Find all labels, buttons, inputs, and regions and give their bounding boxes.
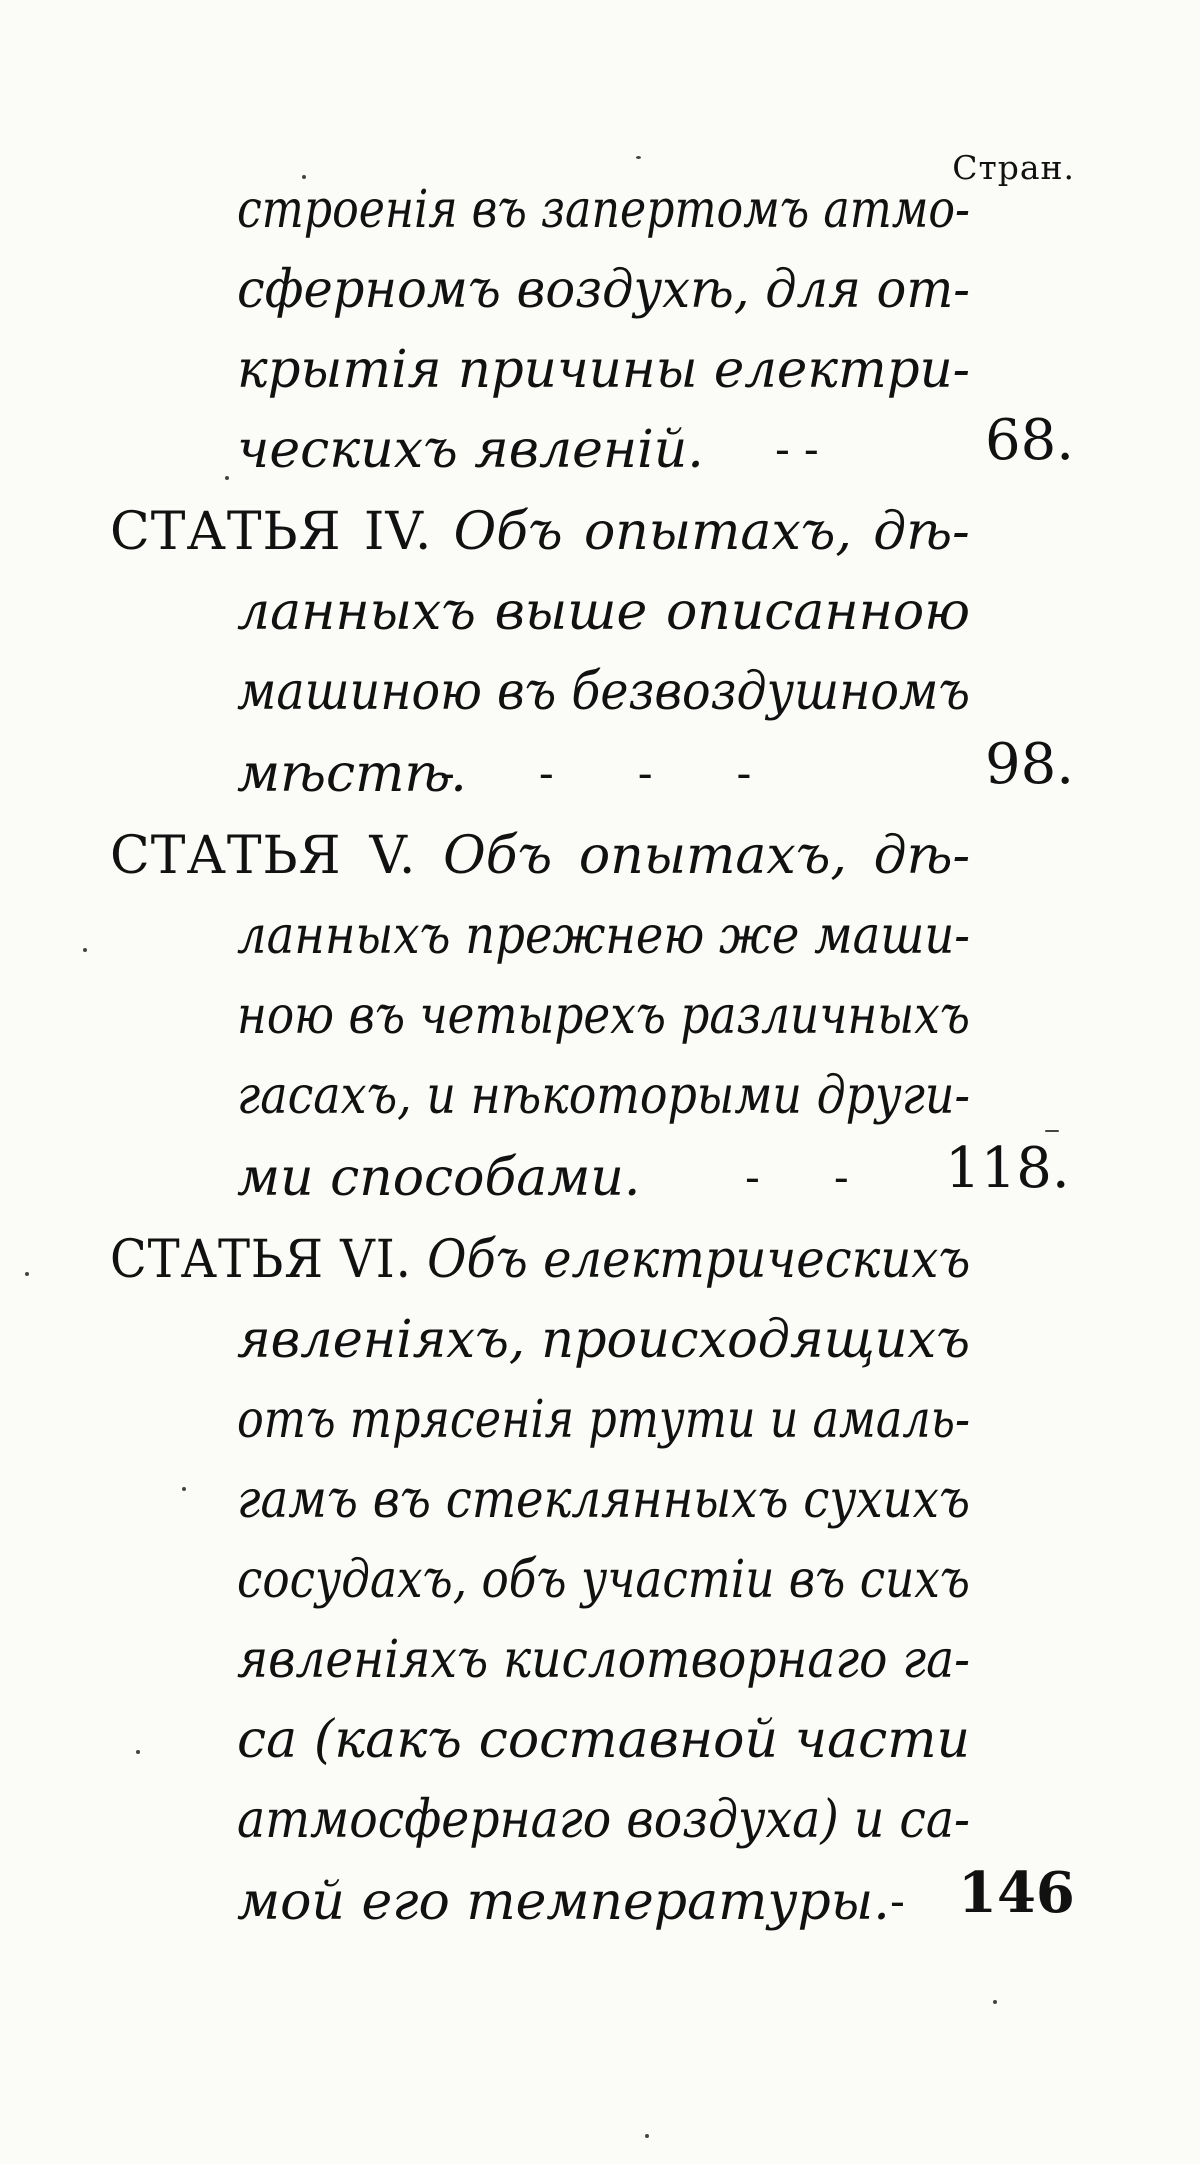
- toc-line: ланныхъ выше описанною: [237, 582, 970, 642]
- page-column-header: Стран.: [952, 148, 1075, 187]
- paper-speck: [302, 175, 306, 179]
- toc-line: Объ опытахъ, дѣ-: [443, 826, 971, 886]
- page-number: 146: [958, 1860, 1075, 1926]
- toc-line: гамъ въ стеклянныхъ сухихъ: [237, 1470, 970, 1530]
- dot-leaders: - -: [775, 424, 819, 475]
- paper-speck: [25, 1272, 29, 1276]
- paper-speck: [636, 156, 641, 159]
- toc-line: отъ трясенія ртути и амаль-: [237, 1390, 970, 1450]
- toc-line: ною въ четырехъ различныхъ: [237, 986, 970, 1046]
- toc-line: сосудахъ, объ участіи въ сихъ: [237, 1550, 970, 1610]
- article-label: СТАТЬЯ VI.: [110, 1230, 412, 1290]
- article-label: СТАТЬЯ IV.: [110, 502, 433, 562]
- toc-line: строенія въ запертомъ атмо-: [237, 180, 970, 240]
- paper-speck: [136, 1750, 140, 1754]
- toc-line: са (какъ составной части: [237, 1710, 970, 1770]
- toc-line: Объ електрическихъ: [427, 1230, 971, 1290]
- toc-entry-heading: [110, 824, 970, 888]
- paper-speck: [182, 1487, 186, 1491]
- toc-line: ческихъ явленій.: [237, 420, 704, 480]
- dot-leaders: -: [890, 1876, 905, 1927]
- paper-speck: [83, 948, 87, 952]
- toc-line: гасахъ, и нѣкоторыми други-: [237, 1066, 970, 1126]
- toc-entry-heading: [110, 1228, 970, 1292]
- toc-line: явленіяхъ, происходящихъ: [237, 1310, 970, 1370]
- toc-line: ми способами.: [237, 1148, 641, 1208]
- toc-line: крытія причины електри-: [237, 340, 970, 400]
- toc-line: явленіяхъ кислотворнаго га-: [237, 1630, 970, 1690]
- toc-entry-heading: [110, 500, 970, 564]
- toc-line: ланныхъ прежнею же маши-: [237, 906, 970, 966]
- toc-line: Объ опытахъ, дѣ-: [453, 502, 970, 562]
- article-label: СТАТЬЯ V.: [110, 826, 417, 886]
- toc-line: сферномъ воздухѣ, для от-: [237, 260, 970, 320]
- paper-speck: [993, 2000, 997, 2004]
- page-number: 118.: [945, 1136, 1070, 1201]
- toc-line: атмосфернаго воздуха) и са-: [237, 1790, 970, 1850]
- paper-speck: [225, 476, 229, 480]
- toc-line: машиною въ безвоздушномъ: [237, 662, 970, 722]
- page-number: 98.: [985, 732, 1075, 797]
- dot-leaders: - -: [745, 1152, 849, 1203]
- page-number: 68.: [985, 408, 1075, 473]
- paper-speck: [1045, 1130, 1059, 1132]
- paper-speck: [645, 2134, 649, 2138]
- toc-line: мѣстѣ.: [237, 744, 467, 804]
- toc-line: мой его температуры.: [237, 1872, 890, 1932]
- dot-leaders: - - - -: [440, 748, 752, 799]
